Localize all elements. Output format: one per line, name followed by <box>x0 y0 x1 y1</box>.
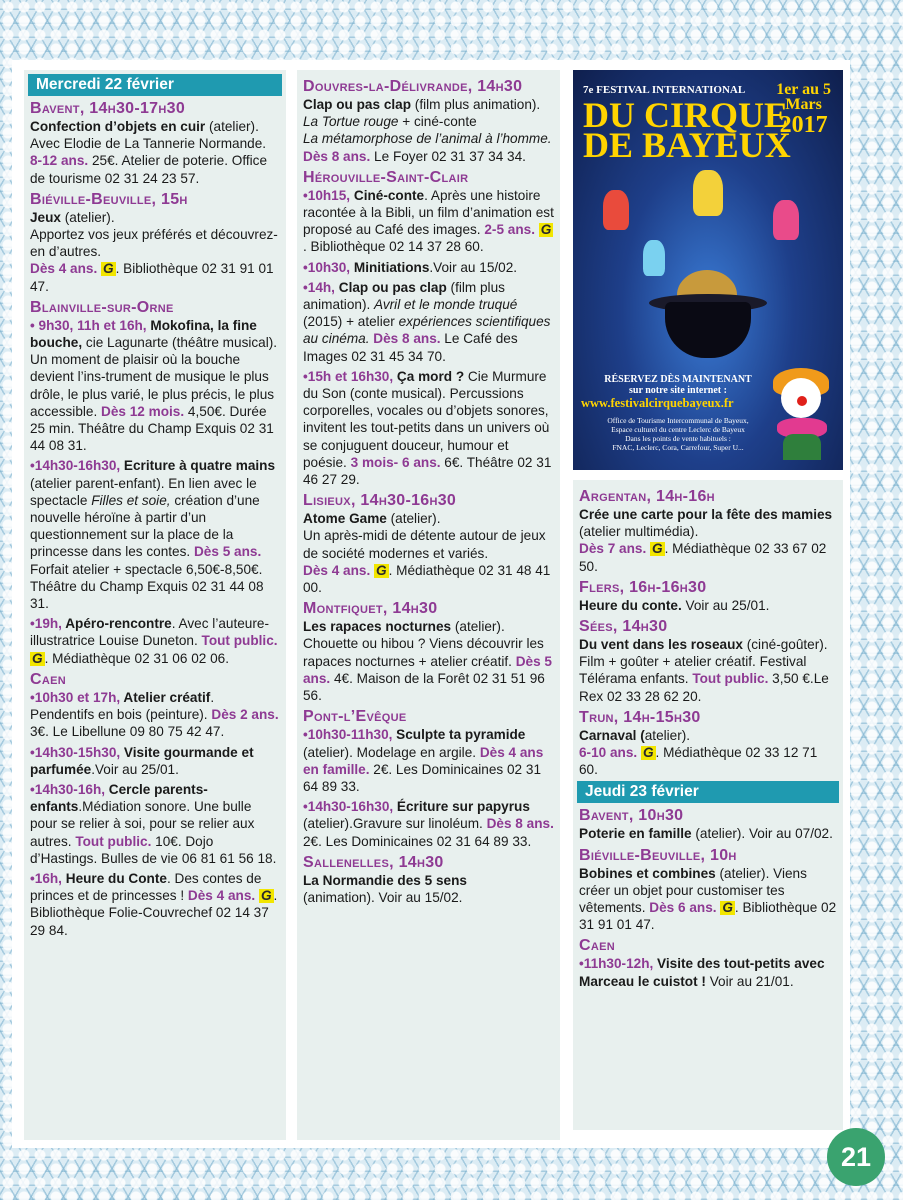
city-heading: Biéville-Beuville, 15h <box>30 190 188 208</box>
poster-festival-label: 7e FESTIVAL INTERNATIONAL <box>583 84 746 96</box>
event-entry: •14h30-16h30, Écriture sur papyrus (atelier).Gravure sur linoléum. Dès 8 ans. 2€. Les Dominicaines 02 31 64 89 33. <box>303 799 554 849</box>
city-heading: Montfiquet, 14h30 <box>303 600 438 618</box>
event-entry: Jeux (atelier). Apportez vos jeux préférés et découvrez-en d’autres. Dès 4 ans. G . Bibliothèque 02 31 91 01 47. <box>30 209 278 294</box>
event-entry: La Normandie des 5 sens (animation). Voir au 15/02. <box>303 872 467 905</box>
event-entry: •14h30-16h, Cercle parents-enfants.Médiation sonore. Une bulle pour se relier à soi, pour se relier aux autres. Tout public. 10€. Dojo d’Hastings. Bulles de vie 06 81 61 56 18. <box>30 781 277 866</box>
column-3 <box>573 480 843 1130</box>
free-badge: G <box>376 562 387 578</box>
acrobat-figure <box>643 240 665 276</box>
event-entry: Atome Game (atelier). Un après-midi de détente autour de jeux de société modernes et variés. Dès 4 ans. G . Médiathèque 02 31 48 41 00. <box>303 511 551 596</box>
poster-info: Office de Tourisme Intercommunal de Bayeux, Espace culturel du centre Leclerc de Bayeux Dans les points de vente habituels : FNAC, Leclerc, Cora, Carrefour, Super U... <box>607 416 749 452</box>
city-heading: Biéville-Beuville, 10h <box>579 846 737 864</box>
event-entry: Confection d’objets en cuir (atelier). Avec Elodie de La Tannerie Normande. 8-12 ans. 25€. Atelier de poterie. Office de tourisme 02 31 24 23 57. <box>30 119 268 186</box>
magazine-page <box>12 60 850 1148</box>
event-entry: Crée une carte pour la fête des mamies (atelier multimédia). Dès 7 ans. G . Médiathèque 02 33 67 02 50. <box>579 507 833 574</box>
free-badge: G <box>722 900 733 916</box>
event-entry: Carnaval (atelier). 6-10 ans. G . Médiathèque 02 33 12 71 60. <box>579 727 818 778</box>
event-entry: Les rapaces nocturnes (atelier). Chouette ou hibou ? Viens découvrir les rapaces nocturnes + atelier créatif. Dès 5 ans. 4€. Maison de la Forêt 02 31 51 96 56. <box>303 619 552 704</box>
free-badge: G <box>642 745 654 761</box>
event-entry: •14h30-16h30, Ecriture à quatre mains (atelier parent-enfant). En lien avec le spectacle Filles et soie, création d’une nouvelle héroïne à partir d’un questionnement sur la place de la princesse dans les contes. Dès 5 ans. Forfait atelier + spectacle 6,50€-8,50€. Théâtre du Champ Exquis 02 31 44 08 31. <box>30 458 276 612</box>
date-header: Jeudi 23 février <box>577 781 839 803</box>
acrobat-figure <box>603 190 629 230</box>
page-number-badge: 21 <box>827 1128 885 1186</box>
top-hat-illustration <box>665 302 751 358</box>
column-1 <box>24 70 286 1140</box>
event-entry: •14h30-15h30, Visite gourmande et parfumée.Voir au 25/01. <box>30 744 254 777</box>
poster-title: DU CIRQUE DE BAYEUX <box>583 95 791 165</box>
city-heading: Caen <box>579 937 615 955</box>
city-heading: Lisieux, 14h30-16h30 <box>303 492 457 510</box>
acrobat-figure <box>693 170 723 216</box>
poster-dates: 1er au 5 Mars 2017 <box>776 81 831 138</box>
clown-illustration <box>771 360 833 460</box>
date-header: Mercredi 22 février <box>28 74 282 96</box>
city-heading: Douvres-la-Délivrande, 14h30 <box>303 78 523 95</box>
city-heading: Sées, 14h30 <box>579 618 668 636</box>
event-entry: Clap ou pas clap (film plus animation). La Tortue rouge + ciné-conte La métamorphose de l’animal à l’homme. Dès 8 ans. Le Foyer 02 31 37 34 34. <box>303 97 552 164</box>
event-entry: •10h30-11h30, Sculpte ta pyramide (atelier). Modelage en argile. Dès 4 ans en famille. 2€. Les Dominicaines 02 31 64 89 33. <box>303 727 544 794</box>
city-heading: Hérouville-Saint-Clair <box>303 168 469 186</box>
event-entry: Poterie en famille (atelier). Voir au 07/02. <box>579 826 833 842</box>
city-heading: Blainville-sur-Orne <box>30 298 174 316</box>
event-entry: Bobines et combines (atelier). Viens créer un objet pour customiser tes vêtements. Dès 6 ans. G . Bibliothèque 02 31 91 01 47. <box>579 865 837 933</box>
event-entry: •14h, Clap ou pas clap (film plus animation). Avril et le monde truqué (2015) + atelier expériences scientifiques au cinéma. Dès 8 ans. Le Café des Images 02 31 45 34 70. <box>303 279 551 364</box>
free-badge: G <box>540 222 552 238</box>
city-heading: Pont-l’Evêque <box>303 708 407 726</box>
poster-reserve: RÉSERVEZ DÈS MAINTENANT sur notre site internet : <box>604 374 752 396</box>
event-entry: •10h15, Ciné-conte. Après une histoire racontée à la Bibli, un film d’animation est proposé au Café des images. 2-5 ans. G. Bibliothèque 02 14 37 28 60. <box>303 187 554 255</box>
event-entry: Heure du conte. Voir au 25/01. <box>579 597 770 613</box>
event-entry: •16h, Heure du Conte. Des contes de princes et de princesses ! Dès 4 ans. G . Bibliothèque Folie-Couvrechef 02 14 37 29 84. <box>30 870 278 938</box>
city-heading: Sallenelles, 14h30 <box>303 853 444 871</box>
city-heading: Flers, 16h-16h30 <box>579 578 707 596</box>
event-entry: •10h30, Minitiations.Voir au 15/02. <box>303 259 518 275</box>
event-entry: •10h30 et 17h, Atelier créatif. Pendentifs en bois (peinture). Dès 2 ans. 3€. Le Libellune 09 80 75 42 47. <box>30 689 279 740</box>
event-entry: •15h et 16h30, Ça mord ? Cie Murmure du Son (conte musical). Percussions corporelles, vocales ou d’objets sonores, invitent les tout-petits dans un univers où se conjuguent douceur, humour et poésie. 3 mois- 6 ans. 6€. Théâtre 02 31 46 27 29. <box>303 368 552 488</box>
event-entry: •11h30-12h, Visite des tout-petits avec Marceau le cuistot ! Voir au 21/01. <box>579 956 825 989</box>
city-heading: Trun, 14h-15h30 <box>579 708 701 726</box>
acrobat-figure <box>773 200 799 240</box>
event-entry: •19h, Apéro-rencontre. Avec l’auteure-illustratrice Louise Duneton. Tout public. G . Médiathèque 02 31 06 02 06. <box>30 616 278 666</box>
poster-url: www.festivalcirquebayeux.fr <box>581 396 734 410</box>
city-heading: Bavent, 10h30 <box>579 807 684 825</box>
city-heading: Bavent, 14h30-17h30 <box>30 100 186 117</box>
circus-festival-poster <box>573 70 843 470</box>
free-badge: G <box>260 888 272 904</box>
city-heading: Argentan, 14h-16h <box>579 488 715 505</box>
city-heading: Caen <box>30 670 66 688</box>
event-entry: Du vent dans les roseaux (ciné-goûter). Film + goûter + atelier créatif. Festival Télérama enfants. Tout public. 3,50 €.Le Rex 02 33 28 62 20. <box>579 637 829 704</box>
column-2 <box>297 70 560 1140</box>
free-badge: G <box>652 541 663 557</box>
event-entry: • 9h30, 11h et 16h, Mokofina, la fine bouche, cie Lagunarte (théâtre musical). Un moment de plaisir où la bouche devient l’ins-trument de musique le plus drôle, le plus varié, le plus précis, le plus accessible. Dès 12 mois. 4,50€. Durée 25 min. Théâtre du Champ Exquis 02 31 44 08 31. <box>30 317 278 454</box>
free-badge: G <box>103 261 114 277</box>
free-badge: G <box>32 650 43 666</box>
